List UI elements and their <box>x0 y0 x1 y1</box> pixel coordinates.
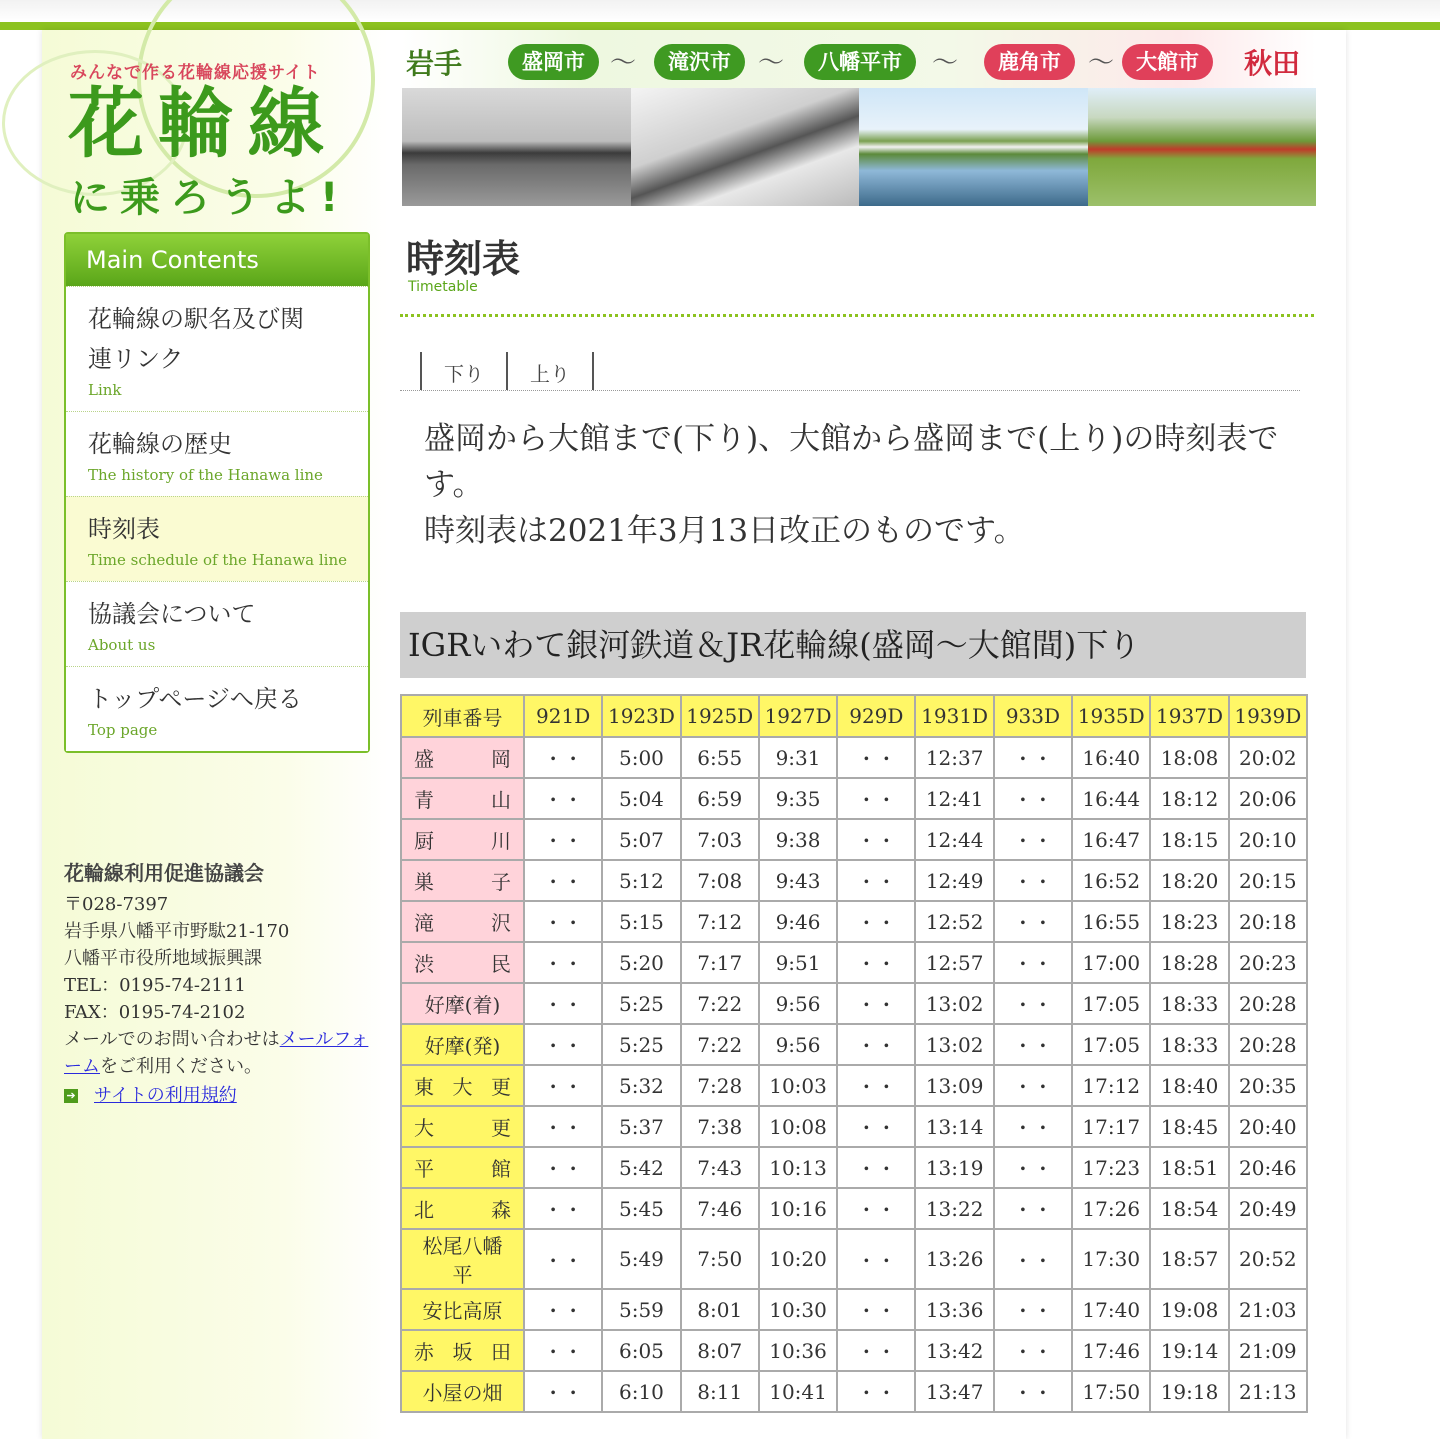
train-number: 1935D <box>1072 695 1150 737</box>
time-cell: 7:03 <box>681 819 759 860</box>
time-cell: 10:03 <box>759 1065 837 1106</box>
timetable-corner: 列車番号 <box>401 695 524 737</box>
table-row <box>401 901 1307 942</box>
header-city-band <box>402 30 1316 88</box>
arrow-right-icon: ➔ <box>64 1089 78 1103</box>
time-cell: 9:46 <box>759 901 837 942</box>
menu-item-sublabel: Top page <box>88 721 158 739</box>
time-cell: ・・ <box>994 860 1072 901</box>
tab-down[interactable]: 下り <box>420 352 506 390</box>
time-cell: ・・ <box>837 1106 915 1147</box>
time-cell: 8:01 <box>681 1289 759 1330</box>
title-divider <box>400 314 1314 317</box>
station-name: 大更 <box>401 1106 524 1147</box>
time-cell: 20:52 <box>1229 1229 1307 1289</box>
city-takizawa[interactable]: 滝沢市 <box>654 44 745 80</box>
station-name: 巣子 <box>401 860 524 901</box>
time-cell: 20:49 <box>1229 1188 1307 1229</box>
time-cell: ・・ <box>994 819 1072 860</box>
logo-bottom-text: に乗ろうよ! <box>70 175 349 221</box>
time-cell: ・・ <box>994 1188 1072 1229</box>
time-cell: 5:59 <box>602 1289 680 1330</box>
time-cell: ・・ <box>837 819 915 860</box>
train-number: 1939D <box>1229 695 1307 737</box>
mail-text-post: をご利用ください。 <box>100 1056 262 1077</box>
time-cell: ・・ <box>524 1024 602 1065</box>
station-name: 赤坂田 <box>401 1330 524 1371</box>
time-cell: 20:28 <box>1229 1024 1307 1065</box>
time-cell: 18:40 <box>1150 1065 1228 1106</box>
train-number: 1925D <box>681 695 759 737</box>
station-name: 安比高原 <box>401 1289 524 1330</box>
time-cell: 17:00 <box>1072 942 1150 983</box>
table-row <box>401 1371 1307 1412</box>
menu-item-history[interactable] <box>66 411 368 496</box>
tabs-divider <box>400 390 1300 391</box>
menu-item-label: トップページへ戻る <box>88 685 302 713</box>
time-cell: ・・ <box>994 1289 1072 1330</box>
org-address-2: 八幡平市役所地域振興課 <box>64 948 262 969</box>
time-cell: 13:02 <box>915 983 993 1024</box>
table-row <box>401 1147 1307 1188</box>
header-photo-strip <box>402 88 1316 206</box>
time-cell: 7:28 <box>681 1065 759 1106</box>
page-title: 時刻表 <box>406 237 521 281</box>
station-name: 平館 <box>401 1147 524 1188</box>
table-row <box>401 1065 1307 1106</box>
time-cell: 10:20 <box>759 1229 837 1289</box>
station-name: 北森 <box>401 1188 524 1229</box>
station-name: 好摩(着) <box>401 983 524 1024</box>
time-cell: ・・ <box>994 901 1072 942</box>
city-morioka[interactable]: 盛岡市 <box>508 44 599 80</box>
org-fax: FAX：0195-74-2102 <box>64 1002 246 1023</box>
time-cell: 5:07 <box>602 819 680 860</box>
time-cell: 9:35 <box>759 778 837 819</box>
time-cell: 5:12 <box>602 860 680 901</box>
time-cell: ・・ <box>524 778 602 819</box>
time-cell: 7:17 <box>681 942 759 983</box>
time-cell: 12:57 <box>915 942 993 983</box>
table-row <box>401 1229 1307 1289</box>
time-cell: 13:02 <box>915 1024 993 1065</box>
time-cell: 12:49 <box>915 860 993 901</box>
tilde-separator: 〜 <box>1088 48 1115 78</box>
org-tel: TEL：0195-74-2111 <box>64 975 246 996</box>
time-cell: 21:13 <box>1229 1371 1307 1412</box>
photo-train-paddy <box>859 88 1088 206</box>
table-row <box>401 1188 1307 1229</box>
time-cell: 18:51 <box>1150 1147 1228 1188</box>
time-cell: 10:16 <box>759 1188 837 1229</box>
time-cell: 12:37 <box>915 737 993 778</box>
time-cell: 6:05 <box>602 1330 680 1371</box>
time-cell: 16:40 <box>1072 737 1150 778</box>
menu-item-label: 協議会について <box>88 600 256 628</box>
time-cell: ・・ <box>524 983 602 1024</box>
time-cell: 9:51 <box>759 942 837 983</box>
time-cell: 13:47 <box>915 1371 993 1412</box>
terms-row <box>64 1082 374 1109</box>
time-cell: 6:59 <box>681 778 759 819</box>
time-cell: 5:49 <box>602 1229 680 1289</box>
tilde-separator: 〜 <box>932 48 959 78</box>
time-cell: 5:37 <box>602 1106 680 1147</box>
logo-subtitle: みんなで作る花輪線応援サイト <box>70 63 321 83</box>
time-cell: 18:15 <box>1150 819 1228 860</box>
time-cell: ・・ <box>837 1188 915 1229</box>
tilde-separator: 〜 <box>758 48 785 78</box>
time-cell: 16:52 <box>1072 860 1150 901</box>
direction-tabs <box>420 352 594 390</box>
time-cell: 17:26 <box>1072 1188 1150 1229</box>
time-cell: ・・ <box>994 1371 1072 1412</box>
time-cell: ・・ <box>524 1289 602 1330</box>
time-cell: ・・ <box>994 1147 1072 1188</box>
time-cell: 9:31 <box>759 737 837 778</box>
time-cell: ・・ <box>994 942 1072 983</box>
table-row <box>401 778 1307 819</box>
mail-text-pre: メールでのお問い合わせは <box>64 1029 280 1050</box>
menu-item-top-page[interactable] <box>66 666 368 751</box>
time-cell: 19:08 <box>1150 1289 1228 1330</box>
intro-text <box>424 416 1314 554</box>
time-cell: 21:09 <box>1229 1330 1307 1371</box>
time-cell: 19:14 <box>1150 1330 1228 1371</box>
train-number: 1927D <box>759 695 837 737</box>
time-cell: 17:12 <box>1072 1065 1150 1106</box>
time-cell: 12:44 <box>915 819 993 860</box>
menu-heading: Main Contents <box>66 234 368 286</box>
time-cell: 20:02 <box>1229 737 1307 778</box>
table-row <box>401 860 1307 901</box>
time-cell: ・・ <box>524 942 602 983</box>
train-number: 1931D <box>915 695 993 737</box>
menu-item-label: 花輪線の駅名及び関連リンク <box>88 305 304 373</box>
time-cell: 12:52 <box>915 901 993 942</box>
time-cell: 10:08 <box>759 1106 837 1147</box>
time-cell: ・・ <box>837 1330 915 1371</box>
time-cell: 17:46 <box>1072 1330 1150 1371</box>
table-row <box>401 1106 1307 1147</box>
terms-link[interactable]: サイトの利用規約 <box>94 1085 237 1106</box>
time-cell: 10:13 <box>759 1147 837 1188</box>
time-cell: ・・ <box>994 1330 1072 1371</box>
train-number: 933D <box>994 695 1072 737</box>
time-cell: 13:19 <box>915 1147 993 1188</box>
time-cell: ・・ <box>524 1371 602 1412</box>
time-cell: 17:17 <box>1072 1106 1150 1147</box>
org-mail-text <box>64 1026 374 1080</box>
time-cell: ・・ <box>524 1147 602 1188</box>
sidebar <box>42 30 388 1439</box>
train-number: 1923D <box>602 695 680 737</box>
time-cell: 20:28 <box>1229 983 1307 1024</box>
org-address-1: 岩手県八幡平市野駄21-170 <box>64 921 290 942</box>
time-cell: 13:09 <box>915 1065 993 1106</box>
time-cell: 9:38 <box>759 819 837 860</box>
time-cell: 10:30 <box>759 1289 837 1330</box>
tilde-separator: 〜 <box>610 48 637 78</box>
time-cell: 20:40 <box>1229 1106 1307 1147</box>
time-cell: 18:54 <box>1150 1188 1228 1229</box>
time-cell: 7:22 <box>681 983 759 1024</box>
menu-item-label: 時刻表 <box>88 515 160 543</box>
menu-item-link[interactable] <box>66 286 368 411</box>
photo-train-countryside <box>1088 88 1317 206</box>
time-cell: 9:56 <box>759 1024 837 1065</box>
train-number: 921D <box>524 695 602 737</box>
time-cell: 16:47 <box>1072 819 1150 860</box>
time-cell: 7:22 <box>681 1024 759 1065</box>
time-cell: 17:30 <box>1072 1229 1150 1289</box>
station-name: 青山 <box>401 778 524 819</box>
page-title-en: Timetable <box>408 279 478 295</box>
intro-line-1: 盛岡から大館まで(下り)、大館から盛岡まで(上り)の時刻表です。 <box>424 421 1279 503</box>
time-cell: 13:14 <box>915 1106 993 1147</box>
pref-akita: 秋田 <box>1244 47 1301 80</box>
menu-item-sublabel: Link <box>88 381 122 399</box>
station-name: 松尾八幡平 <box>401 1229 524 1289</box>
train-number: 929D <box>837 695 915 737</box>
station-name: 渋民 <box>401 942 524 983</box>
time-cell: 9:56 <box>759 983 837 1024</box>
station-name: 厨川 <box>401 819 524 860</box>
menu-item-sublabel: About us <box>88 636 156 654</box>
pref-iwate: 岩手 <box>406 47 463 80</box>
time-cell: 13:42 <box>915 1330 993 1371</box>
table-row <box>401 1024 1307 1065</box>
time-cell: 7:43 <box>681 1147 759 1188</box>
time-cell: ・・ <box>524 901 602 942</box>
time-cell: 6:55 <box>681 737 759 778</box>
city-kazuno[interactable]: 鹿角市 <box>984 44 1075 80</box>
time-cell: 5:45 <box>602 1188 680 1229</box>
photo-steam-train-snow <box>631 88 860 206</box>
time-cell: 7:08 <box>681 860 759 901</box>
table-row <box>401 819 1307 860</box>
time-cell: 20:06 <box>1229 778 1307 819</box>
time-cell: 17:23 <box>1072 1147 1150 1188</box>
time-cell: ・・ <box>994 1229 1072 1289</box>
time-cell: 18:33 <box>1150 983 1228 1024</box>
org-name: 花輪線利用促進協議会 <box>64 861 264 885</box>
station-name: 盛岡 <box>401 737 524 778</box>
time-cell: 20:18 <box>1229 901 1307 942</box>
time-cell: 18:57 <box>1150 1229 1228 1289</box>
time-cell: 13:36 <box>915 1289 993 1330</box>
time-cell: 20:15 <box>1229 860 1307 901</box>
table-row <box>401 942 1307 983</box>
station-name: 東大更 <box>401 1065 524 1106</box>
time-cell: ・・ <box>524 1065 602 1106</box>
time-cell: ・・ <box>837 1229 915 1289</box>
time-cell: ・・ <box>994 983 1072 1024</box>
time-cell: 20:46 <box>1229 1147 1307 1188</box>
time-cell: 17:05 <box>1072 1024 1150 1065</box>
time-cell: 18:08 <box>1150 737 1228 778</box>
page-container <box>42 30 1346 1439</box>
time-cell: 13:26 <box>915 1229 993 1289</box>
table-row <box>401 983 1307 1024</box>
station-name: 小屋の畑 <box>401 1371 524 1412</box>
time-cell: ・・ <box>837 860 915 901</box>
time-cell: 13:22 <box>915 1188 993 1229</box>
table-row <box>401 737 1307 778</box>
time-cell: ・・ <box>524 860 602 901</box>
time-cell: 18:12 <box>1150 778 1228 819</box>
time-cell: ・・ <box>524 819 602 860</box>
time-cell: 18:45 <box>1150 1106 1228 1147</box>
time-cell: 19:18 <box>1150 1371 1228 1412</box>
time-cell: 5:20 <box>602 942 680 983</box>
time-cell: 10:41 <box>759 1371 837 1412</box>
table-row <box>401 1289 1307 1330</box>
time-cell: 5:42 <box>602 1147 680 1188</box>
logo-main-text: 花輪線 <box>68 79 338 168</box>
time-cell: ・・ <box>994 737 1072 778</box>
time-cell: 9:43 <box>759 860 837 901</box>
intro-line-2: 時刻表は2021年3月13日改正のものです。 <box>424 513 1025 549</box>
menu-item-sublabel: Time schedule of the Hanawa line <box>88 551 348 569</box>
time-cell: ・・ <box>837 1289 915 1330</box>
time-cell: 6:10 <box>602 1371 680 1412</box>
time-cell: 5:00 <box>602 737 680 778</box>
time-cell: 20:35 <box>1229 1065 1307 1106</box>
time-cell: ・・ <box>837 942 915 983</box>
station-name: 好摩(発) <box>401 1024 524 1065</box>
time-cell: ・・ <box>837 1147 915 1188</box>
time-cell: 5:32 <box>602 1065 680 1106</box>
timetable-body <box>401 737 1307 1412</box>
time-cell: ・・ <box>524 1188 602 1229</box>
time-cell: 8:11 <box>681 1371 759 1412</box>
time-cell: 5:04 <box>602 778 680 819</box>
city-row <box>402 30 1316 88</box>
org-zip: 〒028-7397 <box>64 894 169 915</box>
time-cell: ・・ <box>837 1371 915 1412</box>
menu-item-about[interactable] <box>66 581 368 666</box>
time-cell: 17:40 <box>1072 1289 1150 1330</box>
time-cell: ・・ <box>994 778 1072 819</box>
main-contents-menu <box>64 232 370 753</box>
time-cell: 10:36 <box>759 1330 837 1371</box>
time-cell: 17:05 <box>1072 983 1150 1024</box>
time-cell: 7:46 <box>681 1188 759 1229</box>
time-cell: 18:23 <box>1150 901 1228 942</box>
menu-item-sublabel: The history of the Hanawa line <box>88 466 323 484</box>
time-cell: 16:44 <box>1072 778 1150 819</box>
time-cell: 18:33 <box>1150 1024 1228 1065</box>
time-cell: ・・ <box>524 1330 602 1371</box>
time-cell: ・・ <box>837 901 915 942</box>
time-cell: 5:25 <box>602 1024 680 1065</box>
photo-steam-train <box>402 88 631 206</box>
time-cell: ・・ <box>837 778 915 819</box>
time-cell: 7:12 <box>681 901 759 942</box>
time-cell: 17:50 <box>1072 1371 1150 1412</box>
time-cell: 20:10 <box>1229 819 1307 860</box>
time-cell: 18:20 <box>1150 860 1228 901</box>
time-cell: ・・ <box>994 1106 1072 1147</box>
menu-item-label: 花輪線の歴史 <box>88 430 232 458</box>
time-cell: ・・ <box>994 1065 1072 1106</box>
time-cell: 7:50 <box>681 1229 759 1289</box>
time-cell: ・・ <box>994 1024 1072 1065</box>
city-hachimantai[interactable]: 八幡平市 <box>804 44 916 80</box>
time-cell: ・・ <box>837 1024 915 1065</box>
menu-item-timetable[interactable] <box>66 496 368 581</box>
time-cell: 12:41 <box>915 778 993 819</box>
city-odate[interactable]: 大館市 <box>1122 44 1213 80</box>
station-name: 滝沢 <box>401 901 524 942</box>
time-cell: ・・ <box>524 737 602 778</box>
time-cell: 5:25 <box>602 983 680 1024</box>
time-cell: ・・ <box>837 737 915 778</box>
time-cell: 21:03 <box>1229 1289 1307 1330</box>
time-cell: 7:38 <box>681 1106 759 1147</box>
timetable-header-row <box>401 695 1307 737</box>
time-cell: ・・ <box>524 1229 602 1289</box>
time-cell: ・・ <box>837 1065 915 1106</box>
time-cell: 18:28 <box>1150 942 1228 983</box>
time-cell: 16:55 <box>1072 901 1150 942</box>
time-cell: 20:23 <box>1229 942 1307 983</box>
organization-info <box>64 860 374 1109</box>
time-cell: 8:07 <box>681 1330 759 1371</box>
time-cell: 5:15 <box>602 901 680 942</box>
section-title: IGRいわて銀河鉄道＆JR花輪線(盛岡〜大館間)下り <box>400 612 1306 678</box>
tab-up[interactable]: 上り <box>506 352 594 390</box>
time-cell: ・・ <box>524 1106 602 1147</box>
mail-form-link[interactable]: メールフォーム <box>64 1029 369 1077</box>
train-number: 1937D <box>1150 695 1228 737</box>
timetable <box>400 694 1308 1413</box>
table-row <box>401 1330 1307 1371</box>
site-logo[interactable] <box>42 30 388 230</box>
time-cell: ・・ <box>837 983 915 1024</box>
